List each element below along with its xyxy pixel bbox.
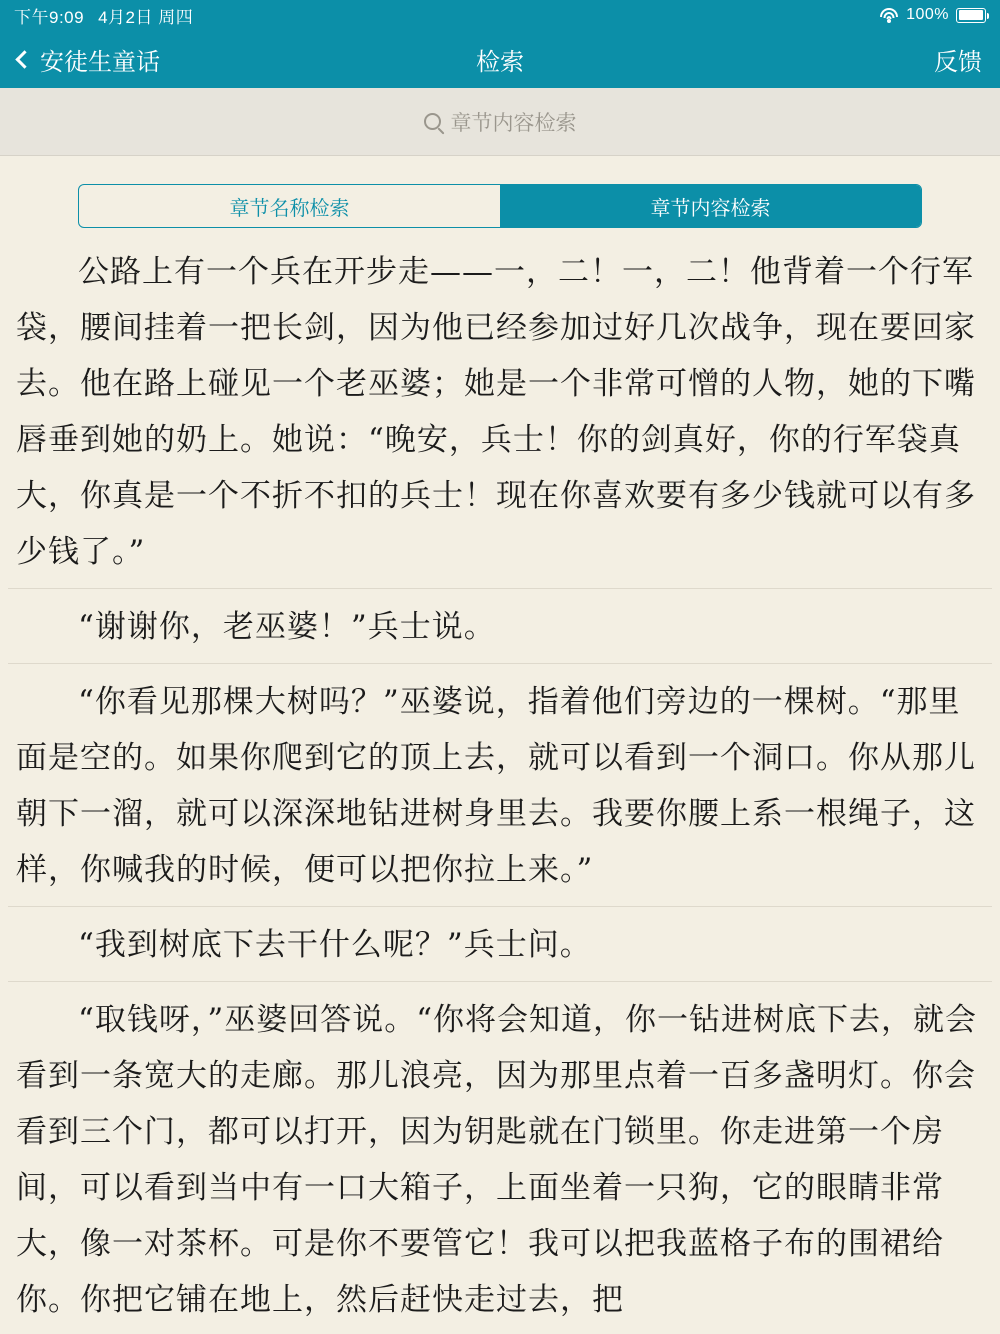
search-mode-tabs <box>78 184 922 228</box>
paragraph: “取钱呀，”巫婆回答说。“你将会知道，你一钻进树底下去，就会看到一条宽大的走廊。那儿浪亮，因为那里点着一百多盏明灯。你会看到三个门，都可以打开，因为钥匙就在门锁里。你走进第一个房间，可以看到当中有一口大箱子，上面坐着一只狗，它的眼睛非常大，像一对茶杯。可是你不要管它！我可以把我蓝格子布的围裙给你。你把它铺在地上，然后赶快走过去，把 <box>8 981 992 1334</box>
status-time: 下午9:09 <box>14 7 85 27</box>
status-bar-left <box>14 3 193 28</box>
search-input[interactable] <box>0 88 1000 155</box>
battery-icon <box>956 8 986 23</box>
paragraph: “谢谢你，老巫婆！”兵士说。 <box>8 588 992 663</box>
back-button[interactable] <box>18 42 160 77</box>
navigation-bar <box>0 30 1000 88</box>
page-title: 检索 <box>476 48 524 76</box>
back-button-label: 安徒生童话 <box>40 48 160 76</box>
tab-chapter-content-search[interactable]: 章节内容检索 <box>500 185 921 227</box>
status-bar-right <box>879 6 986 24</box>
tab-chapter-name-search[interactable]: 章节名称检索 <box>229 197 350 220</box>
paragraph: 公路上有一个兵在开步走——一，二！一，二！他背着一个行军袋，腰间挂着一把长剑，因为他已经参加过好几次战争，现在要回家去。他在路上碰见一个老巫婆；她是一个非常可憎的人物，她的下嘴唇垂到她的奶上。她说：“晚安，兵士！你的剑真好，你的行军袋真大，你真是一个不折不扣的兵士！现在你喜欢要有多少钱就可以有多少钱了。” <box>16 254 976 570</box>
search-placeholder: 章节内容检索 <box>450 111 577 135</box>
status-date: 4月2日 周四 <box>98 7 194 27</box>
feedback-button[interactable]: 反馈 <box>934 48 982 76</box>
wifi-icon <box>879 8 899 23</box>
paragraph: “你看见那棵大树吗？”巫婆说，指着他们旁边的一棵树。“那里面是空的。如果你爬到它的顶上去，就可以看到一个洞口。你从那儿朝下一溜，就可以深深地钻进树身里去。我要你腰上系一根绳子，这样，你喊我的时候，便可以把你拉上来。” <box>8 663 992 906</box>
paragraph: “我到树底下去干什么呢？”兵士问。 <box>8 906 992 981</box>
battery-percent-label: 100% <box>906 6 949 23</box>
status-bar <box>0 0 1000 30</box>
search-bar <box>0 88 1000 156</box>
content-area <box>0 156 1000 1334</box>
chevron-left-icon <box>15 50 33 68</box>
search-icon <box>424 113 441 130</box>
article-body <box>0 228 1000 1334</box>
